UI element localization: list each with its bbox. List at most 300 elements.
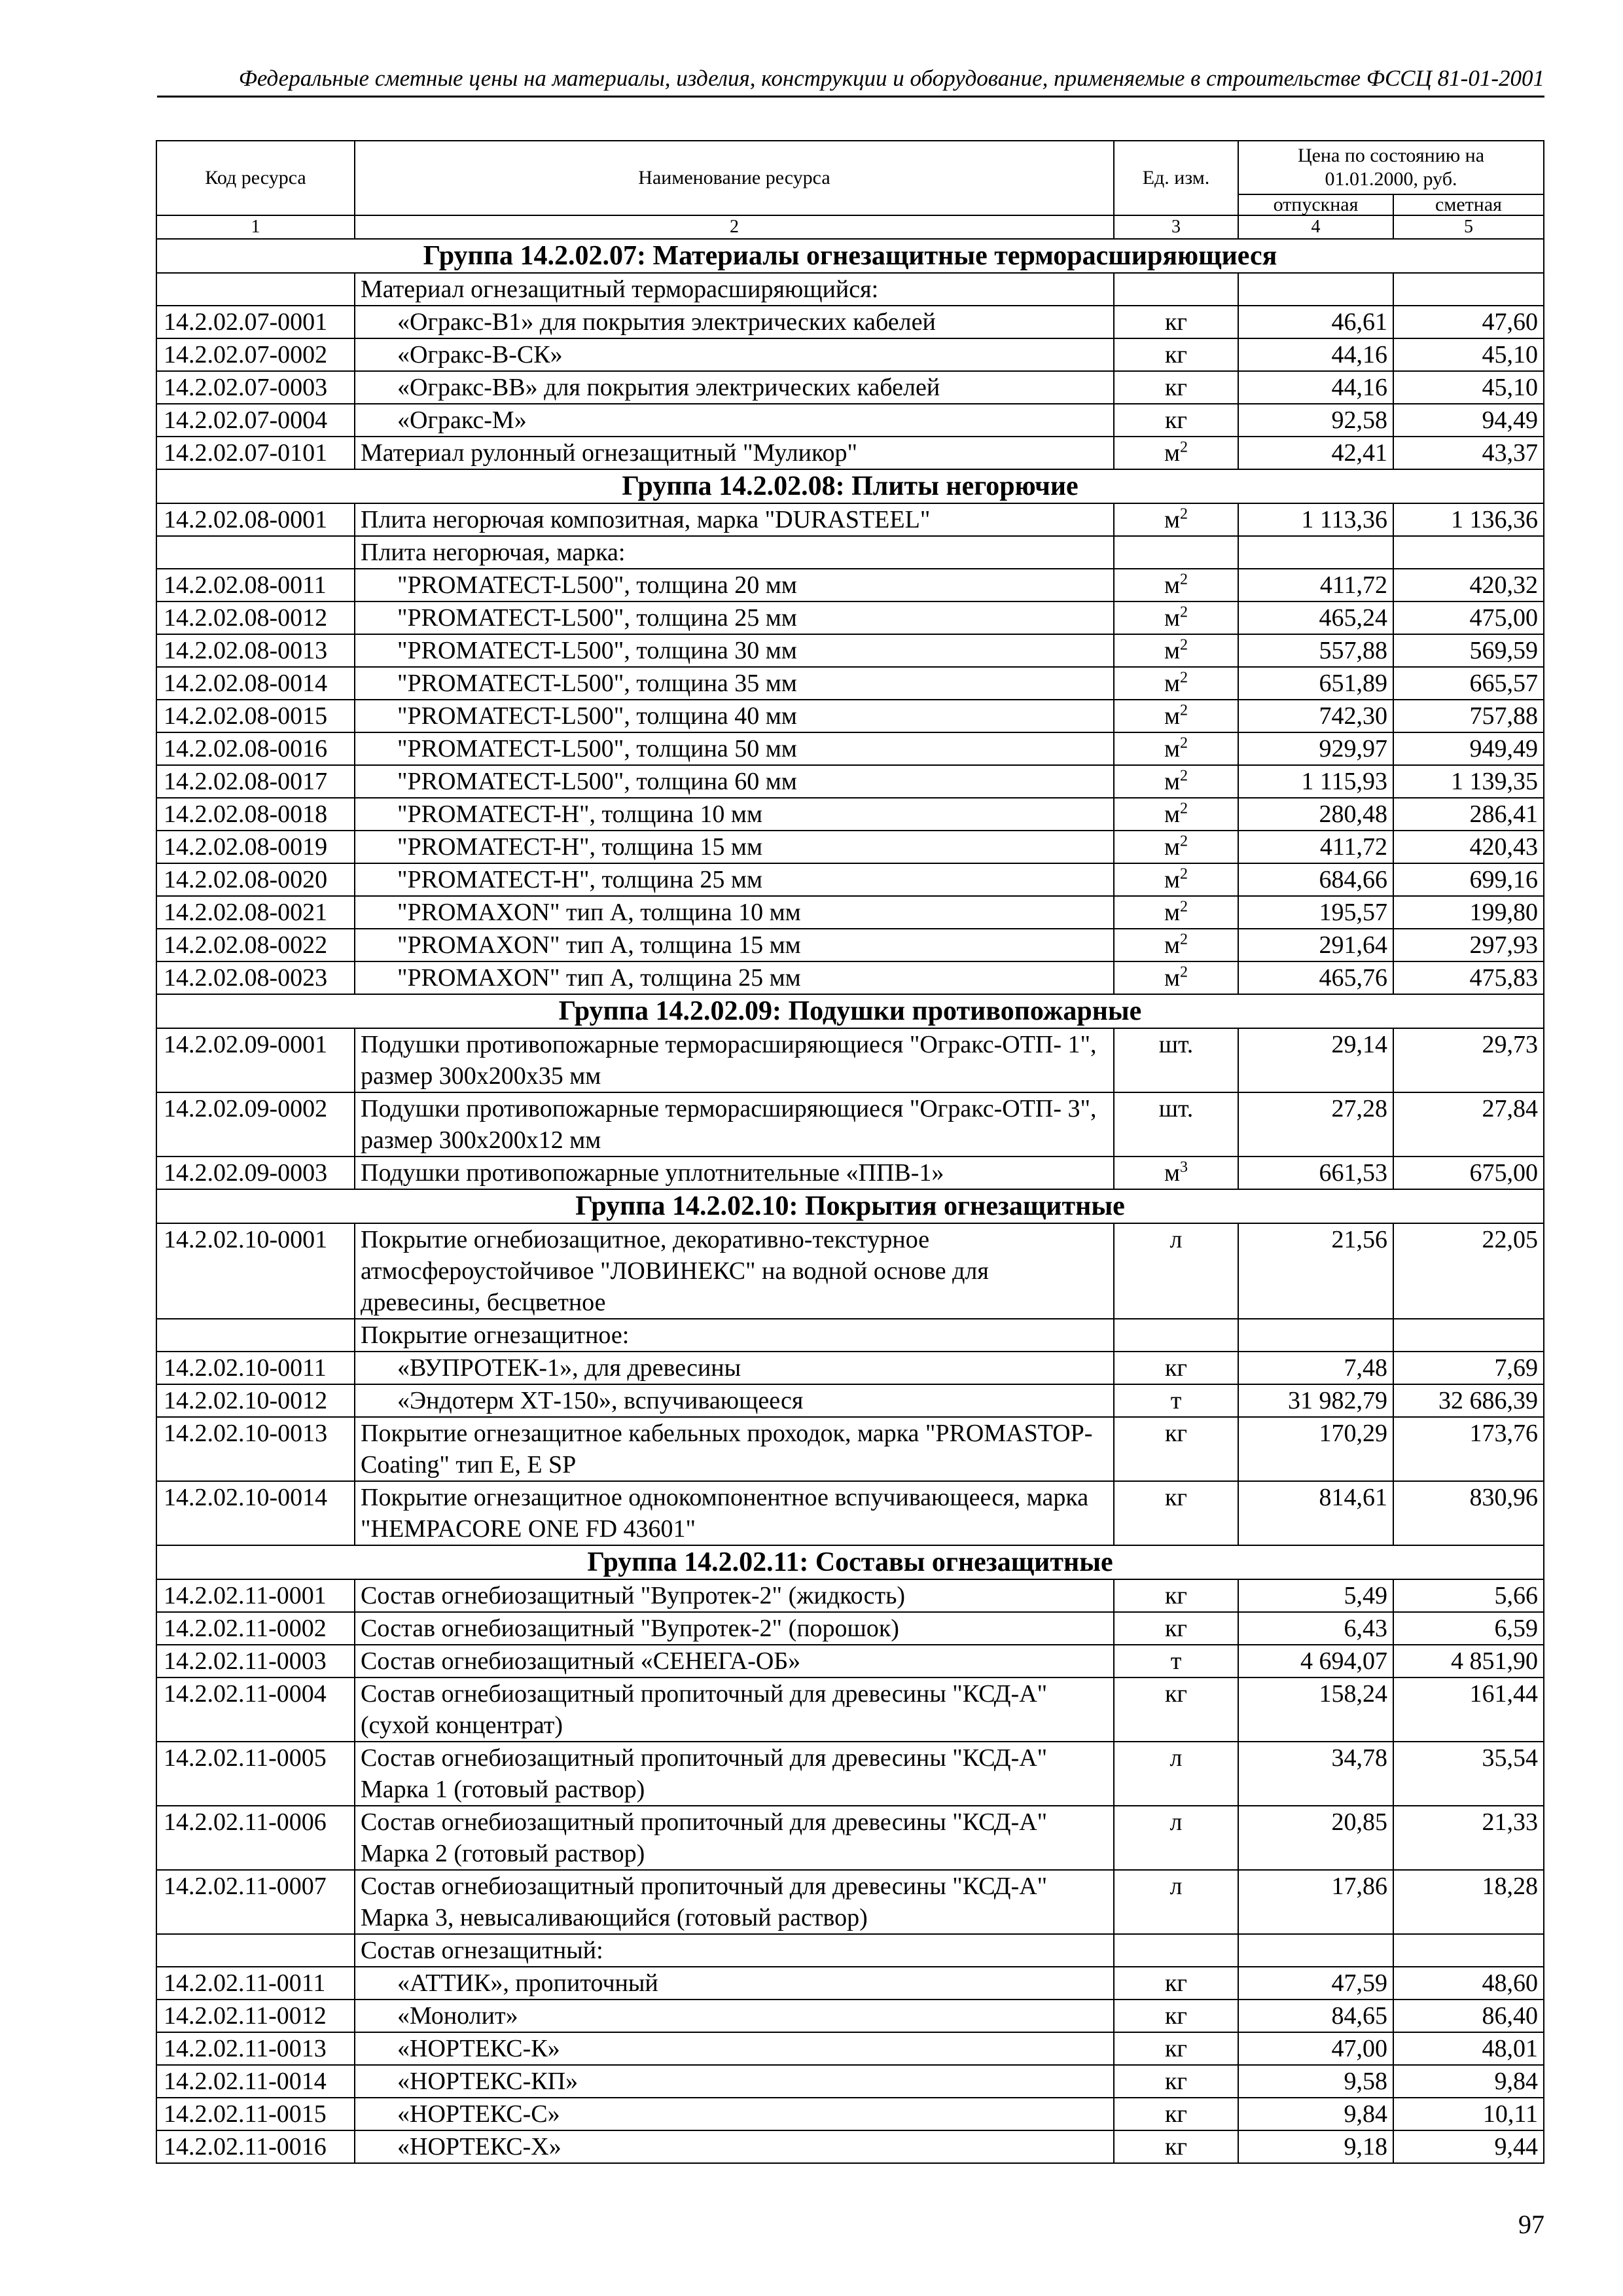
subgroup-title: Состав огнезащитный: (355, 1934, 1114, 1967)
release-price: 684,66 (1238, 863, 1393, 896)
unit-cell (1114, 863, 1238, 896)
unit-cell (1114, 437, 1238, 469)
unit-cell (1114, 1645, 1238, 1677)
unit-exponent: 2 (1180, 963, 1188, 981)
unit-cell (1114, 1677, 1238, 1742)
unit-cell (1114, 831, 1238, 863)
release-price: 291,64 (1238, 929, 1393, 961)
estimate-price: 18,28 (1393, 1870, 1544, 1934)
estimate-price: 199,80 (1393, 896, 1544, 929)
resource-code: 14.2.02.11-0007 (156, 1870, 355, 1934)
unit-text: кг (1164, 1582, 1188, 1609)
resource-name: Плита негорючая композитная, марка "DURASTEEL" (355, 503, 1114, 536)
resource-name: «НОРТЕКС-Х» (355, 2130, 1114, 2163)
resource-code: 14.2.02.08-0014 (156, 667, 355, 700)
unit-text: т (1170, 1647, 1182, 1675)
unit-text: л (1169, 1873, 1183, 1900)
unit-text: кг (1164, 2002, 1188, 2030)
resource-name: «Огракс-В-СК» (355, 338, 1114, 371)
unit-text: кг (1164, 374, 1188, 401)
estimate-price: 94,49 (1393, 404, 1544, 437)
table-row (156, 601, 1544, 634)
estimate-price: 675,00 (1393, 1157, 1544, 1189)
unit-cell (1114, 306, 1238, 338)
col-number: 2 (355, 215, 1114, 239)
release-price: 814,61 (1238, 1481, 1393, 1545)
estimate-price: 665,57 (1393, 667, 1544, 700)
col-header-unit: Ед. изм. (1114, 141, 1238, 215)
unit-text: м (1164, 833, 1181, 861)
release-price: 6,43 (1238, 1612, 1393, 1645)
unit-cell (1114, 1579, 1238, 1612)
release-price: 42,41 (1238, 437, 1393, 469)
group-row (156, 1189, 1544, 1223)
estimate-price: 5,66 (1393, 1579, 1544, 1612)
unit-cell (1114, 1157, 1238, 1189)
unit-text: м (1164, 964, 1181, 992)
unit-exponent: 2 (1180, 702, 1188, 719)
resource-code: 14.2.02.09-0002 (156, 1092, 355, 1157)
estimate-price: 1 139,35 (1393, 765, 1544, 798)
unit-text: м (1164, 670, 1181, 697)
release-price: 20,85 (1238, 1806, 1393, 1870)
unit-text: кг (1164, 406, 1188, 434)
table-row (156, 503, 1544, 536)
resource-code: 14.2.02.08-0017 (156, 765, 355, 798)
resource-name: Подушки противопожарные терморасширяющиеся "Огракс-ОТП- 1", размер 300х200х35 мм (355, 1028, 1114, 1092)
estimate-price: 22,05 (1393, 1223, 1544, 1319)
unit-text: т (1170, 1387, 1182, 1414)
estimate-cell-empty (1393, 536, 1544, 569)
release-price: 4 694,07 (1238, 1645, 1393, 1677)
unit-cell (1114, 2065, 1238, 2098)
table-row (156, 338, 1544, 371)
table-row (156, 1157, 1544, 1189)
resource-name: «АТТИК», пропиточный (355, 1967, 1114, 2000)
release-price: 158,24 (1238, 1677, 1393, 1742)
estimate-cell-empty (1393, 273, 1544, 306)
unit-exponent: 2 (1180, 439, 1188, 456)
unit-exponent: 2 (1180, 734, 1188, 752)
unit-text: кг (1164, 1615, 1188, 1642)
unit-text: м (1164, 899, 1181, 926)
estimate-price: 297,93 (1393, 929, 1544, 961)
estimate-price: 949,49 (1393, 732, 1544, 765)
unit-cell (1114, 732, 1238, 765)
unit-text: кг (1164, 2100, 1188, 2128)
col-header-price: Цена по состоянию на 01.01.2000, руб. (1238, 141, 1544, 194)
resource-code: 14.2.02.11-0016 (156, 2130, 355, 2163)
release-price: 170,29 (1238, 1417, 1393, 1481)
unit-cell (1114, 1967, 1238, 2000)
subgroup-row (156, 273, 1544, 306)
table-row (156, 2098, 1544, 2130)
resource-name: "PROMATECT-H", толщина 10 мм (355, 798, 1114, 831)
table-row (156, 1579, 1544, 1612)
release-cell-empty (1238, 536, 1393, 569)
resource-code: 14.2.02.08-0013 (156, 634, 355, 667)
unit-exponent: 2 (1180, 898, 1188, 916)
unit-text: м (1164, 735, 1181, 762)
release-price: 1 115,93 (1238, 765, 1393, 798)
release-price: 44,16 (1238, 338, 1393, 371)
resource-code: 14.2.02.11-0006 (156, 1806, 355, 1870)
unit-cell (1114, 961, 1238, 994)
release-price: 557,88 (1238, 634, 1393, 667)
unit-cell (1114, 338, 1238, 371)
release-price: 280,48 (1238, 798, 1393, 831)
resource-code: 14.2.02.11-0014 (156, 2065, 355, 2098)
release-price: 17,86 (1238, 1870, 1393, 1934)
unit-text: м (1164, 702, 1181, 730)
release-price: 9,58 (1238, 2065, 1393, 2098)
unit-text: м (1164, 637, 1181, 664)
estimate-price: 1 136,36 (1393, 503, 1544, 536)
unit-exponent: 2 (1180, 767, 1188, 785)
resource-name: "PROMATECT-L500", толщина 40 мм (355, 700, 1114, 732)
unit-text: кг (1164, 1484, 1188, 1511)
unit-cell (1114, 1028, 1238, 1092)
resource-name: Покрытие огнебиозащитное, декоративно-текстурное атмосфероустойчивое "ЛОВИНЕКС" на водной основе для древесины, бесцветное (355, 1223, 1114, 1319)
subgroup-title: Покрытие огнезащитное: (355, 1319, 1114, 1352)
release-price: 44,16 (1238, 371, 1393, 404)
unit-cell-empty (1114, 1934, 1238, 1967)
unit-text: м (1164, 931, 1181, 959)
subgroup-title: Плита негорючая, марка: (355, 536, 1114, 569)
unit-exponent: 2 (1180, 800, 1188, 817)
group-row (156, 994, 1544, 1028)
resource-code: 14.2.02.11-0004 (156, 1677, 355, 1742)
estimate-price: 32 686,39 (1393, 1384, 1544, 1417)
unit-cell (1114, 569, 1238, 601)
group-title: Группа 14.2.02.07: Материалы огнезащитные терморасширяющиеся (156, 239, 1544, 273)
col-number: 5 (1393, 215, 1544, 239)
price-table (156, 140, 1544, 2164)
estimate-price: 45,10 (1393, 371, 1544, 404)
unit-exponent: 2 (1180, 505, 1188, 523)
estimate-price: 4 851,90 (1393, 1645, 1544, 1677)
resource-name: "PROMATECT-L500", толщина 20 мм (355, 569, 1114, 601)
resource-code: 14.2.02.08-0011 (156, 569, 355, 601)
resource-code: 14.2.02.08-0019 (156, 831, 355, 863)
column-number-row (156, 215, 1544, 239)
release-price: 742,30 (1238, 700, 1393, 732)
estimate-cell-empty (1393, 1934, 1544, 1967)
resource-code: 14.2.02.08-0021 (156, 896, 355, 929)
unit-cell (1114, 1806, 1238, 1870)
resource-code: 14.2.02.08-0020 (156, 863, 355, 896)
release-price: 27,28 (1238, 1092, 1393, 1157)
resource-code: 14.2.02.07-0003 (156, 371, 355, 404)
unit-text: кг (1164, 341, 1188, 368)
release-price: 47,59 (1238, 1967, 1393, 2000)
resource-code: 14.2.02.10-0014 (156, 1481, 355, 1545)
resource-code: 14.2.02.11-0005 (156, 1742, 355, 1806)
unit-cell (1114, 2098, 1238, 2130)
unit-cell (1114, 1481, 1238, 1545)
release-price: 465,24 (1238, 601, 1393, 634)
unit-cell (1114, 1352, 1238, 1384)
release-price: 29,14 (1238, 1028, 1393, 1092)
table-row (156, 2032, 1544, 2065)
unit-text: кг (1164, 308, 1188, 336)
unit-exponent: 3 (1180, 1158, 1188, 1176)
estimate-price: 45,10 (1393, 338, 1544, 371)
unit-text: м (1164, 604, 1181, 632)
resource-code: 14.2.02.11-0013 (156, 2032, 355, 2065)
resource-name: Покрытие огнезащитное однокомпонентное вспучивающееся, марка "HEMPACORE ONE FD 43601" (355, 1481, 1114, 1545)
unit-cell (1114, 929, 1238, 961)
release-price: 9,18 (1238, 2130, 1393, 2163)
resource-code: 14.2.02.07-0101 (156, 437, 355, 469)
unit-cell (1114, 896, 1238, 929)
estimate-price: 35,54 (1393, 1742, 1544, 1806)
table-row (156, 404, 1544, 437)
unit-text: шт. (1158, 1031, 1194, 1058)
release-price: 411,72 (1238, 831, 1393, 863)
unit-cell (1114, 634, 1238, 667)
table-row (156, 896, 1544, 929)
estimate-price: 420,43 (1393, 831, 1544, 863)
resource-name: «ВУПРОТЕК-1», для древесины (355, 1352, 1114, 1384)
table-row (156, 1092, 1544, 1157)
unit-cell (1114, 700, 1238, 732)
estimate-cell-empty (1393, 1319, 1544, 1352)
table-row (156, 1677, 1544, 1742)
release-price: 1 113,36 (1238, 503, 1393, 536)
unit-cell (1114, 1742, 1238, 1806)
estimate-price: 9,44 (1393, 2130, 1544, 2163)
resource-code: 14.2.02.11-0012 (156, 2000, 355, 2032)
table-row (156, 1645, 1544, 1677)
unit-cell (1114, 1417, 1238, 1481)
estimate-price: 173,76 (1393, 1417, 1544, 1481)
table-row (156, 831, 1544, 863)
unit-cell (1114, 667, 1238, 700)
table-row (156, 371, 1544, 404)
table-row (156, 1028, 1544, 1092)
release-price: 465,76 (1238, 961, 1393, 994)
code-cell-empty (156, 1934, 355, 1967)
release-price: 9,84 (1238, 2098, 1393, 2130)
resource-name: "PROMATECT-H", толщина 25 мм (355, 863, 1114, 896)
resource-name: "PROMATECT-L500", толщина 30 мм (355, 634, 1114, 667)
table-row (156, 667, 1544, 700)
unit-cell (1114, 765, 1238, 798)
resource-code: 14.2.02.09-0001 (156, 1028, 355, 1092)
unit-cell-empty (1114, 273, 1238, 306)
estimate-price: 286,41 (1393, 798, 1544, 831)
running-header: Федеральные сметные цены на материалы, изделия, конструкции и оборудование, применяемые в строительстве ФССЦ 81-01-2001 (157, 65, 1544, 98)
unit-exponent: 2 (1180, 571, 1188, 588)
release-price: 21,56 (1238, 1223, 1393, 1319)
group-title: Группа 14.2.02.10: Покрытия огнезащитные (156, 1189, 1544, 1223)
resource-name: «НОРТЕКС-С» (355, 2098, 1114, 2130)
col-header-release: отпускная (1238, 194, 1393, 215)
estimate-price: 48,60 (1393, 1967, 1544, 2000)
estimate-price: 161,44 (1393, 1677, 1544, 1742)
estimate-price: 475,00 (1393, 601, 1544, 634)
release-price: 411,72 (1238, 569, 1393, 601)
group-row (156, 469, 1544, 503)
table-row (156, 765, 1544, 798)
unit-cell (1114, 601, 1238, 634)
estimate-price: 6,59 (1393, 1612, 1544, 1645)
resource-name: "PROMAXON" тип А, толщина 15 мм (355, 929, 1114, 961)
estimate-price: 27,84 (1393, 1092, 1544, 1157)
resource-name: "PROMATECT-H", толщина 15 мм (355, 831, 1114, 863)
estimate-price: 7,69 (1393, 1352, 1544, 1384)
resource-name: Состав огнебиозащитный "Вупротек-2" (порошок) (355, 1612, 1114, 1645)
table-row (156, 1352, 1544, 1384)
unit-cell (1114, 1092, 1238, 1157)
release-price: 929,97 (1238, 732, 1393, 765)
resource-code: 14.2.02.10-0011 (156, 1352, 355, 1384)
estimate-price: 757,88 (1393, 700, 1544, 732)
estimate-price: 47,60 (1393, 306, 1544, 338)
release-price: 7,48 (1238, 1352, 1393, 1384)
table-row (156, 1870, 1544, 1934)
unit-cell (1114, 503, 1238, 536)
col-number: 3 (1114, 215, 1238, 239)
estimate-price: 9,84 (1393, 2065, 1544, 2098)
resource-name: "PROMATECT-L500", толщина 35 мм (355, 667, 1114, 700)
resource-code: 14.2.02.11-0001 (156, 1579, 355, 1612)
resource-name: "PROMAXON" тип А, толщина 10 мм (355, 896, 1114, 929)
release-cell-empty (1238, 1319, 1393, 1352)
table-row (156, 2000, 1544, 2032)
resource-name: Состав огнебиозащитный «СЕНЕГА-ОБ» (355, 1645, 1114, 1677)
estimate-price: 48,01 (1393, 2032, 1544, 2065)
resource-name: «Огракс-М» (355, 404, 1114, 437)
estimate-price: 86,40 (1393, 2000, 1544, 2032)
resource-name: Материал рулонный огнезащитный "Муликор" (355, 437, 1114, 469)
unit-text: м (1164, 866, 1181, 893)
resource-code: 14.2.02.08-0001 (156, 503, 355, 536)
resource-code: 14.2.02.08-0015 (156, 700, 355, 732)
estimate-price: 699,16 (1393, 863, 1544, 896)
estimate-price: 43,37 (1393, 437, 1544, 469)
col-number: 4 (1238, 215, 1393, 239)
estimate-price: 21,33 (1393, 1806, 1544, 1870)
resource-name: Подушки противопожарные уплотнительные «ППВ-1» (355, 1157, 1114, 1189)
release-price: 661,53 (1238, 1157, 1393, 1189)
table-row (156, 961, 1544, 994)
table-row (156, 306, 1544, 338)
unit-cell (1114, 404, 1238, 437)
resource-code: 14.2.02.08-0018 (156, 798, 355, 831)
group-title: Группа 14.2.02.08: Плиты негорючие (156, 469, 1544, 503)
resource-code: 14.2.02.10-0012 (156, 1384, 355, 1417)
resource-code: 14.2.02.07-0002 (156, 338, 355, 371)
unit-text: м (1164, 800, 1181, 828)
unit-text: кг (1164, 2133, 1188, 2161)
release-price: 47,00 (1238, 2032, 1393, 2065)
table-row (156, 1223, 1544, 1319)
resource-name: "PROMATECT-L500", толщина 25 мм (355, 601, 1114, 634)
unit-text: шт. (1158, 1095, 1194, 1122)
table-header-row (156, 141, 1544, 194)
unit-text: м (1164, 571, 1181, 599)
estimate-price: 569,59 (1393, 634, 1544, 667)
resource-code: 14.2.02.11-0015 (156, 2098, 355, 2130)
subgroup-title: Материал огнезащитный терморасширяющийся: (355, 273, 1114, 306)
resource-name: Состав огнебиозащитный пропиточный для древесины "КСД-А" Марка 3, невысаливающийся (готовый раствор) (355, 1870, 1114, 1934)
unit-cell (1114, 1223, 1238, 1319)
subgroup-row (156, 536, 1544, 569)
release-cell-empty (1238, 1934, 1393, 1967)
col-header-name: Наименование ресурса (355, 141, 1114, 215)
resource-code: 14.2.02.10-0013 (156, 1417, 355, 1481)
resource-code: 14.2.02.08-0023 (156, 961, 355, 994)
release-price: 31 982,79 (1238, 1384, 1393, 1417)
resource-name: Подушки противопожарные терморасширяющиеся "Огракс-ОТП- 3", размер 300х200х12 мм (355, 1092, 1114, 1157)
resource-name: «Монолит» (355, 2000, 1114, 2032)
group-title: Группа 14.2.02.11: Составы огнезащитные (156, 1545, 1544, 1579)
unit-cell (1114, 1870, 1238, 1934)
resource-code: 14.2.02.11-0002 (156, 1612, 355, 1645)
table-row (156, 732, 1544, 765)
unit-cell-empty (1114, 1319, 1238, 1352)
unit-text: кг (1164, 1969, 1188, 1997)
resource-code: 14.2.02.09-0003 (156, 1157, 355, 1189)
resource-name: Состав огнебиозащитный пропиточный для древесины "КСД-А" (сухой концентрат) (355, 1677, 1114, 1742)
unit-text: л (1169, 1744, 1183, 1772)
table-row (156, 929, 1544, 961)
group-title: Группа 14.2.02.09: Подушки противопожарные (156, 994, 1544, 1028)
unit-cell (1114, 2000, 1238, 2032)
resource-code: 14.2.02.10-0001 (156, 1223, 355, 1319)
table-row (156, 437, 1544, 469)
table-row (156, 1417, 1544, 1481)
unit-cell (1114, 2130, 1238, 2163)
unit-exponent: 2 (1180, 931, 1188, 948)
resource-name: "PROMATECT-L500", толщина 60 мм (355, 765, 1114, 798)
estimate-price: 475,83 (1393, 961, 1544, 994)
unit-text: кг (1164, 2035, 1188, 2062)
resource-name: Состав огнебиозащитный пропиточный для древесины "КСД-А" Марка 2 (готовый раствор) (355, 1806, 1114, 1870)
table-row (156, 634, 1544, 667)
resource-name: «Огракс-ВВ» для покрытия электрических кабелей (355, 371, 1114, 404)
unit-text: м (1164, 506, 1181, 533)
resource-name: Покрытие огнезащитное кабельных проходок, марка "PROMASTOP-Coating" тип E, E SP (355, 1417, 1114, 1481)
code-cell-empty (156, 536, 355, 569)
unit-text: л (1169, 1226, 1183, 1253)
resource-code: 14.2.02.08-0012 (156, 601, 355, 634)
unit-text: кг (1164, 1354, 1188, 1382)
table-row (156, 1612, 1544, 1645)
unit-text: л (1169, 1808, 1183, 1836)
unit-cell (1114, 371, 1238, 404)
resource-code: 14.2.02.07-0004 (156, 404, 355, 437)
resource-code: 14.2.02.08-0022 (156, 929, 355, 961)
unit-cell-empty (1114, 536, 1238, 569)
unit-exponent: 2 (1180, 865, 1188, 883)
unit-exponent: 2 (1180, 833, 1188, 850)
release-cell-empty (1238, 273, 1393, 306)
resource-name: «НОРТЕКС-КП» (355, 2065, 1114, 2098)
unit-cell (1114, 1612, 1238, 1645)
group-row (156, 239, 1544, 273)
release-price: 651,89 (1238, 667, 1393, 700)
code-cell-empty (156, 1319, 355, 1352)
release-price: 34,78 (1238, 1742, 1393, 1806)
table-row (156, 569, 1544, 601)
unit-text: м (1164, 768, 1181, 795)
unit-exponent: 2 (1180, 636, 1188, 654)
col-number: 1 (156, 215, 355, 239)
table-row (156, 2065, 1544, 2098)
